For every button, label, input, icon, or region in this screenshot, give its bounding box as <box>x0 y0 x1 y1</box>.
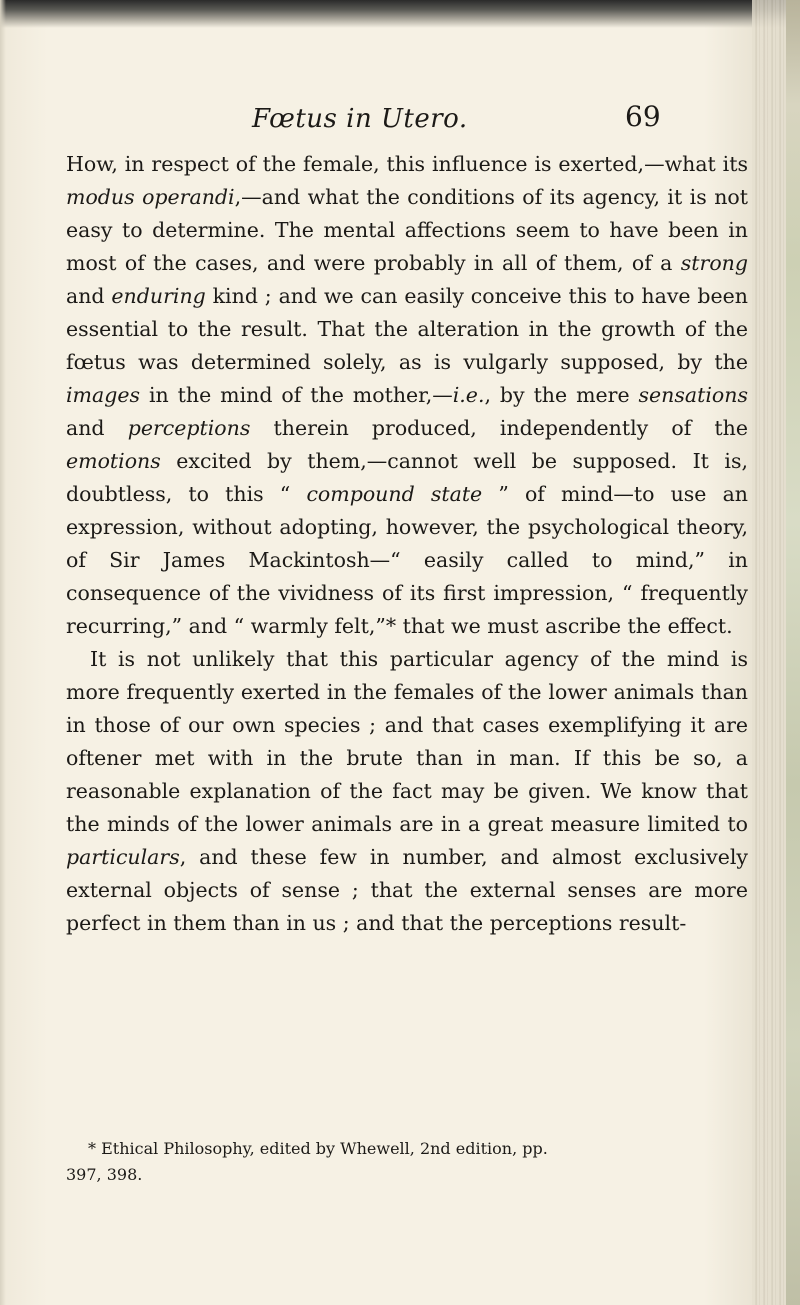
page-number: 69 <box>625 100 661 133</box>
scan-left-edge <box>0 0 6 1305</box>
text-run: , and these few in number, and almost exclusively external objects of sense ; that the external senses are more perfect in them than in us ; and that the perceptions result- <box>66 845 748 935</box>
footnote-line: * Ethical Philosophy, edited by Whewell, 2nd edition, pp. <box>88 1139 548 1158</box>
italic-text: sensations <box>638 383 748 407</box>
text-run: , by the mere <box>484 383 639 407</box>
running-header <box>0 100 800 144</box>
paragraph <box>66 643 748 940</box>
text-run: How, in respect of the female, this influence is exerted,—what its <box>66 152 748 176</box>
italic-text: compound state <box>306 482 483 506</box>
italic-text: modus operandi <box>66 185 235 209</box>
italic-text: images <box>66 383 140 407</box>
book-spine-edge <box>786 0 800 1305</box>
scan-top-shadow <box>0 0 800 28</box>
body-text <box>66 148 748 940</box>
text-run: therein produced, independently of the <box>250 416 748 440</box>
italic-text: enduring <box>111 284 206 308</box>
text-run: in the mind of the mother,— <box>140 383 453 407</box>
text-run: ” of mind—to use an expression, without adopting, however, the psychological theory, of Sir James Mackintosh—“ easily called to mind,” in consequence of the vividness of its first impression, “ frequently recurring,” and “ warmly felt,”* that we must ascribe the effect. <box>66 482 748 638</box>
footnote-line: 397, 398. <box>66 1165 143 1184</box>
footnote <box>66 1136 746 1188</box>
paragraph <box>66 148 748 643</box>
italic-text: perceptions <box>127 416 251 440</box>
text-run: excited by them,—cannot well be supposed. It is, doubtless, to this “ <box>66 449 748 506</box>
text-run: and <box>66 284 112 308</box>
italic-text: i.e. <box>452 383 485 407</box>
text-run: kind ; and we can easily conceive this to have been essential to the result. That the alteration in the growth of the fœtus was determined solely, as is vulgarly supposed, by the <box>66 284 748 374</box>
text-run: ,—and what the conditions of its agency, it is not easy to determine. The mental affections seem to have been in most of the cases, and were probably in all of them, of a <box>66 185 748 275</box>
text-run: and <box>66 416 128 440</box>
italic-text: strong <box>680 251 748 275</box>
italic-text: particulars <box>66 845 180 869</box>
text-run: It is not unlikely that this particular agency of the mind is more frequently exerted in the females of the lower animals than in those of our own species ; and that cases exemplifying it are oftener met with in the brute than in man. If this be so, a reasonable explanation of the fact may be given. We know that the minds of the lower animals are in a great measure limited to <box>66 647 748 836</box>
running-title: Fœtus in Utero. <box>252 104 468 134</box>
italic-text: emotions <box>66 449 161 473</box>
